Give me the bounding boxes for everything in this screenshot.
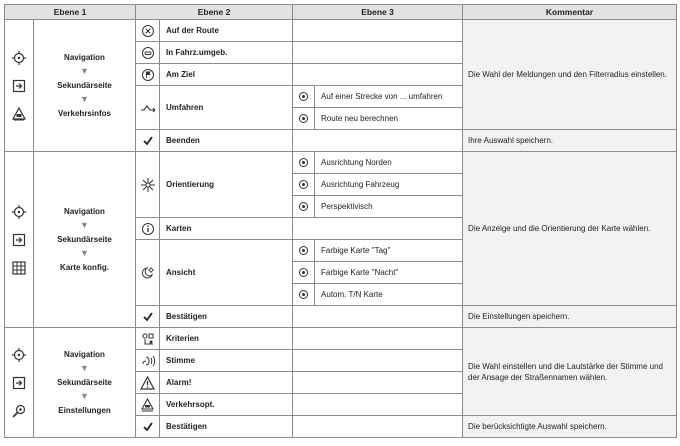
menu-item-umfahren[interactable]: Umfahren — [160, 86, 293, 130]
flag-circle-icon — [136, 64, 160, 86]
header-ebene-3: Ebene 3 — [293, 5, 463, 20]
detour-icon — [136, 86, 160, 130]
option-autom-tn-karte[interactable]: Autom. T/N Karte — [315, 284, 463, 306]
secondary-page-icon — [11, 78, 27, 94]
arrow-down-icon: ▼ — [80, 220, 89, 230]
arrow-down-icon: ▼ — [80, 66, 89, 76]
radio-icon[interactable] — [293, 240, 315, 262]
section-3-level1 — [34, 328, 136, 438]
option-route-neu-berechnen[interactable]: Route neu berechnen — [315, 108, 463, 130]
menu-item-beenden[interactable]: Beenden — [160, 130, 293, 152]
level1-secondary-page[interactable]: Sekundärseite — [57, 81, 112, 90]
level1-secondary-page[interactable]: Sekundärseite — [57, 235, 112, 244]
table-row — [5, 152, 677, 174]
menu-item-am-ziel[interactable]: Am Ziel — [160, 64, 293, 86]
info-icon — [136, 218, 160, 240]
navigation-target-icon — [11, 204, 27, 220]
option-karte-tag[interactable]: Farbige Karte "Tag" — [315, 240, 463, 262]
menu-item-bestaetigen[interactable]: Bestätigen — [160, 416, 293, 438]
level1-secondary-page[interactable]: Sekundärseite — [57, 378, 112, 387]
navigation-target-icon — [11, 50, 27, 66]
menu-item-bestaetigen[interactable]: Bestätigen — [160, 306, 293, 328]
radio-icon[interactable] — [293, 108, 315, 130]
menu-item-kriterien[interactable]: Kriterien — [160, 328, 293, 350]
menu-item-stimme[interactable]: Stimme — [160, 350, 293, 372]
radio-icon[interactable] — [293, 174, 315, 196]
section-3-icons — [5, 328, 34, 438]
comment-section-1: Die Wahl der Meldungen und den Filterradius einstellen. — [463, 20, 677, 130]
table-row — [5, 20, 677, 42]
menu-item-in-fahrzeugumgebung[interactable]: In Fahrz.umgeb. — [160, 42, 293, 64]
menu-item-orientierung[interactable]: Orientierung — [160, 152, 293, 218]
header-ebene-1: Ebene 1 — [5, 5, 136, 20]
level1-settings[interactable]: Einstellungen — [58, 406, 111, 415]
radio-icon[interactable] — [293, 196, 315, 218]
comment-section-3-save: Die berücksichtigte Auswahl speichern. — [463, 416, 677, 438]
secondary-page-icon — [11, 232, 27, 248]
comment-section-2-save: Die Einstellungen speichern. — [463, 306, 677, 328]
comment-section-2: Die Anzeige und die Orientierung der Karte wählen. — [463, 152, 677, 306]
section-1-icons — [5, 20, 34, 152]
level1-navigation[interactable]: Navigation — [64, 350, 105, 359]
level1-navigation[interactable]: Navigation — [64, 53, 105, 62]
day-night-icon — [136, 240, 160, 306]
check-icon — [136, 130, 160, 152]
navigation-target-icon — [11, 347, 27, 363]
comment-section-3: Die Wahl einstellen und die Lautstärke der Stimme und der Ansage der Straßennamen wählen. — [463, 328, 677, 416]
menu-item-verkehrsoptionen[interactable]: Verkehrsopt. — [160, 394, 293, 416]
warning-icon — [136, 372, 160, 394]
option-strecke-umfahren[interactable]: Auf einer Strecke von ... umfahren — [315, 86, 463, 108]
orientation-star-icon — [136, 152, 160, 218]
navigation-menu-table — [4, 4, 677, 438]
option-perspektivisch[interactable]: Perspektivisch — [315, 196, 463, 218]
menu-item-auf-der-route[interactable]: Auf der Route — [160, 20, 293, 42]
compass-cross-icon — [136, 20, 160, 42]
map-config-icon — [11, 260, 27, 276]
check-icon — [136, 416, 160, 438]
traffic-info-icon — [11, 106, 27, 122]
header-ebene-2: Ebene 2 — [136, 5, 293, 20]
arrow-down-icon: ▼ — [80, 248, 89, 258]
level1-traffic-info[interactable]: Verkehrsinfos — [58, 109, 111, 118]
arrow-down-icon: ▼ — [80, 391, 89, 401]
comment-section-1-save: Ihre Auswahl speichern. — [463, 130, 677, 152]
car-circle-icon — [136, 42, 160, 64]
level1-map-config[interactable]: Karte konfig. — [60, 263, 109, 272]
level1-navigation[interactable]: Navigation — [64, 207, 105, 216]
arrow-down-icon: ▼ — [80, 94, 89, 104]
traffic-options-icon — [136, 394, 160, 416]
radio-icon[interactable] — [293, 152, 315, 174]
section-2-level1 — [34, 152, 136, 328]
option-ausrichtung-norden[interactable]: Ausrichtung Norden — [315, 152, 463, 174]
table-row — [5, 328, 677, 350]
header-row — [5, 5, 677, 20]
voice-icon — [136, 350, 160, 372]
radio-icon[interactable] — [293, 86, 315, 108]
arrow-down-icon: ▼ — [80, 363, 89, 373]
section-1-level1 — [34, 20, 136, 152]
menu-item-karten[interactable]: Karten — [160, 218, 293, 240]
check-icon — [136, 306, 160, 328]
radio-icon[interactable] — [293, 262, 315, 284]
section-2-icons — [5, 152, 34, 328]
menu-item-ansicht[interactable]: Ansicht — [160, 240, 293, 306]
menu-item-alarm[interactable]: Alarm! — [160, 372, 293, 394]
radio-icon[interactable] — [293, 284, 315, 306]
header-kommentar: Kommentar — [463, 5, 677, 20]
option-ausrichtung-fahrzeug[interactable]: Ausrichtung Fahrzeug — [315, 174, 463, 196]
settings-wrench-icon — [11, 403, 27, 419]
criteria-icon — [136, 328, 160, 350]
secondary-page-icon — [11, 375, 27, 391]
option-karte-nacht[interactable]: Farbige Karte "Nacht" — [315, 262, 463, 284]
